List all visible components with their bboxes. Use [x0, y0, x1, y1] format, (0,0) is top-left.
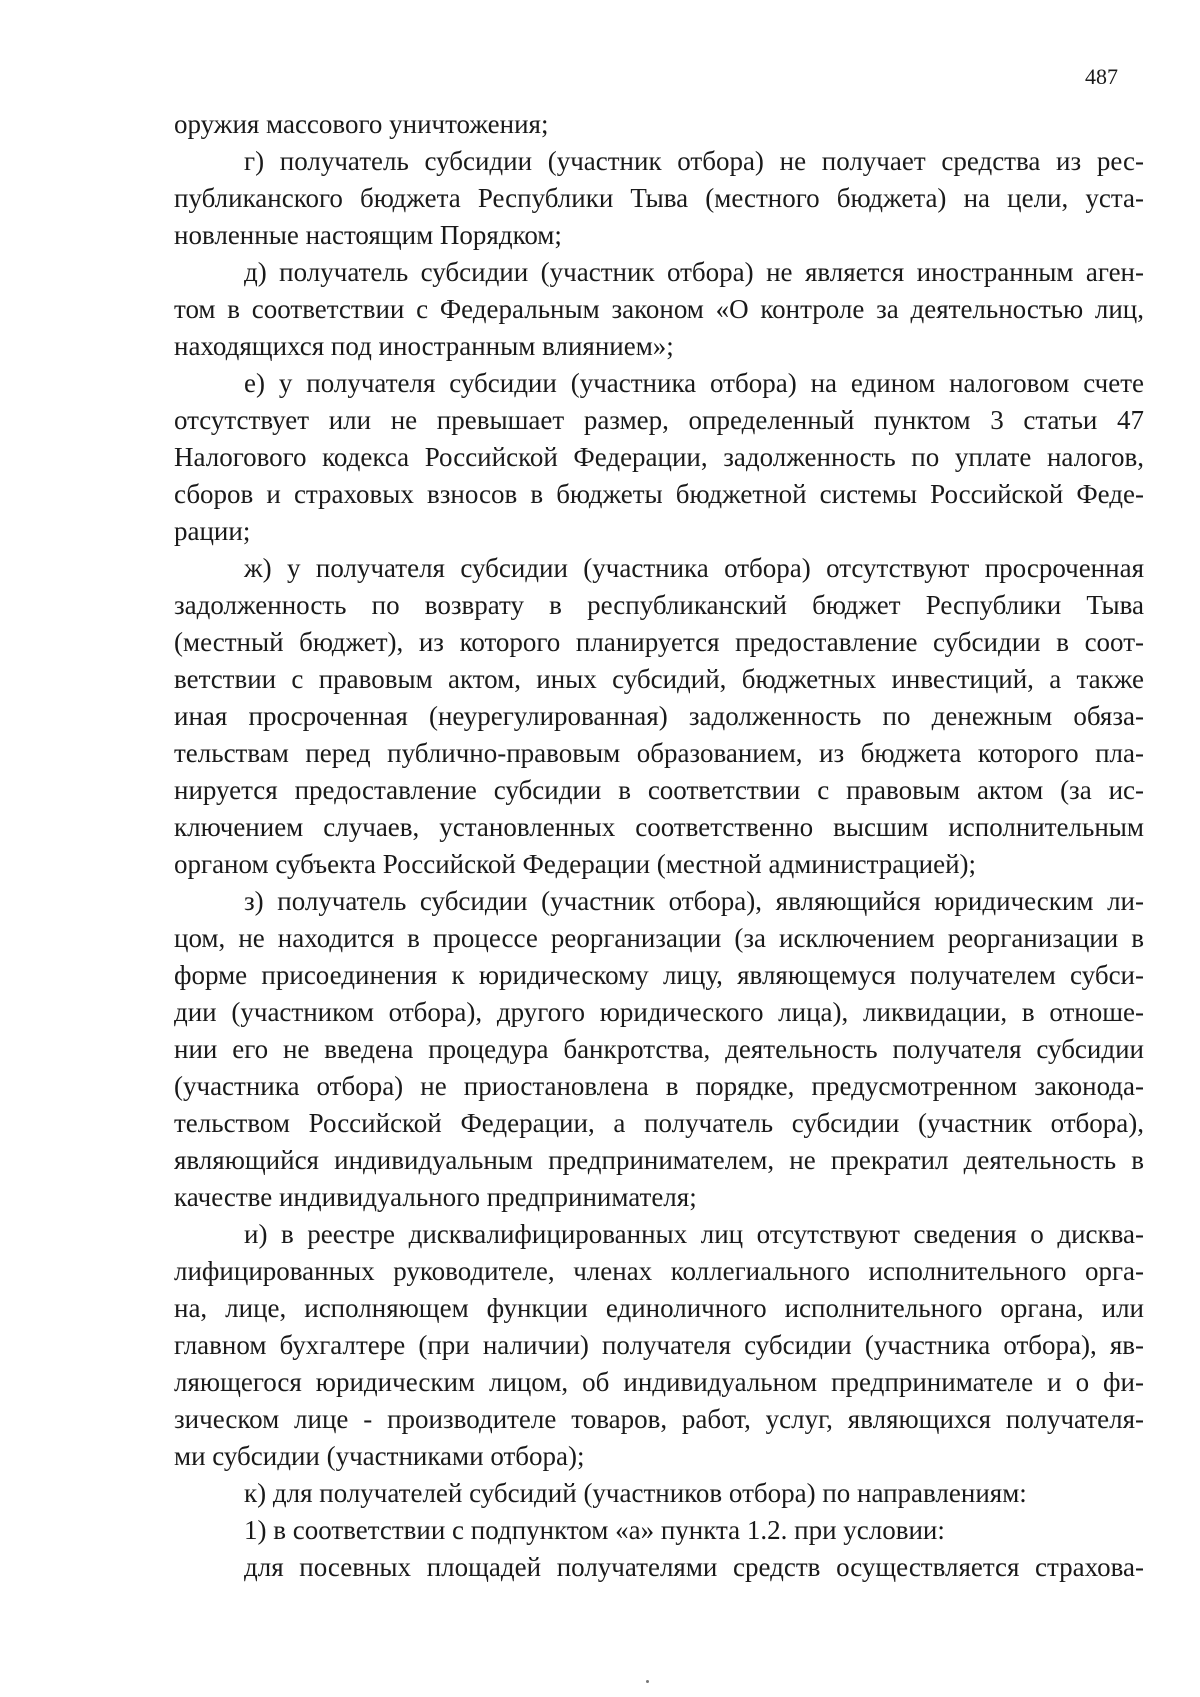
text-line: к) для получателей субсидий (участников отбора) по направлениям:	[244, 1478, 1027, 1508]
paragraph	[174, 1512, 1144, 1549]
text-line: з) получатель субсидии (участник отбора), являющийся юридическим ли-	[244, 886, 1144, 916]
text-line: 1) в соответствии с подпунктом «а» пункта 1.2. при условии:	[244, 1515, 945, 1545]
paragraph	[174, 1549, 1144, 1586]
paragraph	[174, 143, 1144, 254]
text-line: лифицированных руководителе, членах коллегиального исполнительного орга-	[174, 1256, 1144, 1286]
text-line: ветствии с правовым актом, иных субсидий, бюджетных инвестиций, а также	[174, 664, 1144, 694]
text-line: д) получатель субсидии (участник отбора) не является иностранным аген-	[244, 257, 1144, 287]
text-line: ми субсидии (участниками отбора);	[174, 1441, 585, 1471]
text-line: (местный бюджет), из которого планируется предоставление субсидии в соот-	[174, 627, 1144, 657]
text-line: е) у получателя субсидии (участника отбора) на едином налоговом счете	[244, 368, 1144, 398]
paragraph	[174, 1216, 1144, 1475]
paragraph	[174, 883, 1144, 1216]
text-line: оружия массового уничтожения;	[174, 109, 549, 139]
scan-artifact	[646, 1680, 649, 1683]
text-line: для посевных площадей получателями средств осуществляется страхова-	[244, 1552, 1144, 1582]
text-line: являющийся индивидуальным предпринимателем, не прекратил деятельность в	[174, 1145, 1144, 1175]
text-line: цом, не находится в процессе реорганизации (за исключением реорганизации в	[174, 923, 1144, 953]
text-line: ж) у получателя субсидии (участника отбора) отсутствуют просроченная	[244, 553, 1144, 583]
text-line: задолженность по возврату в республиканский бюджет Республики Тыва	[174, 590, 1144, 620]
text-line: тельствам перед публично-правовым образованием, из бюджета которого пла-	[174, 738, 1144, 768]
text-line: публиканского бюджета Республики Тыва (местного бюджета) на цели, уста-	[174, 183, 1144, 213]
text-line: главном бухгалтере (при наличии) получателя субсидии (участника отбора), яв-	[174, 1330, 1144, 1360]
text-line: нируется предоставление субсидии в соответствии с правовым актом (за ис-	[174, 775, 1144, 805]
paragraph	[174, 1475, 1144, 1512]
text-line: новленные настоящим Порядком;	[174, 220, 562, 250]
paragraph	[174, 550, 1144, 883]
text-line: находящихся под иностранным влиянием»;	[174, 331, 674, 361]
text-line: том в соответствии с Федеральным законом «О контроле за деятельностью лиц,	[174, 294, 1144, 324]
text-line: качестве индивидуального предпринимателя;	[174, 1182, 697, 1212]
text-line: иная просроченная (неурегулированная) задолженность по денежным обяза-	[174, 701, 1144, 731]
paragraph	[174, 106, 1144, 143]
paragraph	[174, 365, 1144, 550]
page-number: 487	[1085, 64, 1118, 89]
text-line: ляющегося юридическим лицом, об индивидуальном предпринимателе и о фи-	[174, 1367, 1144, 1397]
text-line: и) в реестре дисквалифицированных лиц отсутствуют сведения о дисква-	[244, 1219, 1144, 1249]
text-line: зическом лице - производителе товаров, работ, услуг, являющихся получателя-	[174, 1404, 1144, 1434]
text-line: г) получатель субсидии (участник отбора) не получает средства из рес-	[244, 146, 1144, 176]
text-line: органом субъекта Российской Федерации (местной администрацией);	[174, 849, 977, 879]
text-line: дии (участником отбора), другого юридического лица), ликвидации, в отноше-	[174, 997, 1144, 1027]
text-line: тельством Российской Федерации, а получатель субсидии (участник отбора),	[174, 1108, 1144, 1138]
paragraph	[174, 254, 1144, 365]
text-line: отсутствует или не превышает размер, определенный пунктом 3 статьи 47	[174, 405, 1144, 435]
text-line: ключением случаев, установленных соответственно высшим исполнительным	[174, 812, 1144, 842]
text-line: на, лице, исполняющем функции единоличного исполнительного органа, или	[174, 1293, 1144, 1323]
text-line: (участника отбора) не приостановлена в порядке, предусмотренном законода-	[174, 1071, 1144, 1101]
text-line: нии его не введена процедура банкротства, деятельность получателя субсидии	[174, 1034, 1144, 1064]
text-line: рации;	[174, 516, 251, 546]
document-body	[174, 106, 1144, 1586]
text-line: Налогового кодекса Российской Федерации, задолженность по уплате налогов,	[174, 442, 1144, 472]
text-line: сборов и страховых взносов в бюджеты бюджетной системы Российской Феде-	[174, 479, 1144, 509]
text-line: форме присоединения к юридическому лицу, являющемуся получателем субси-	[174, 960, 1144, 990]
